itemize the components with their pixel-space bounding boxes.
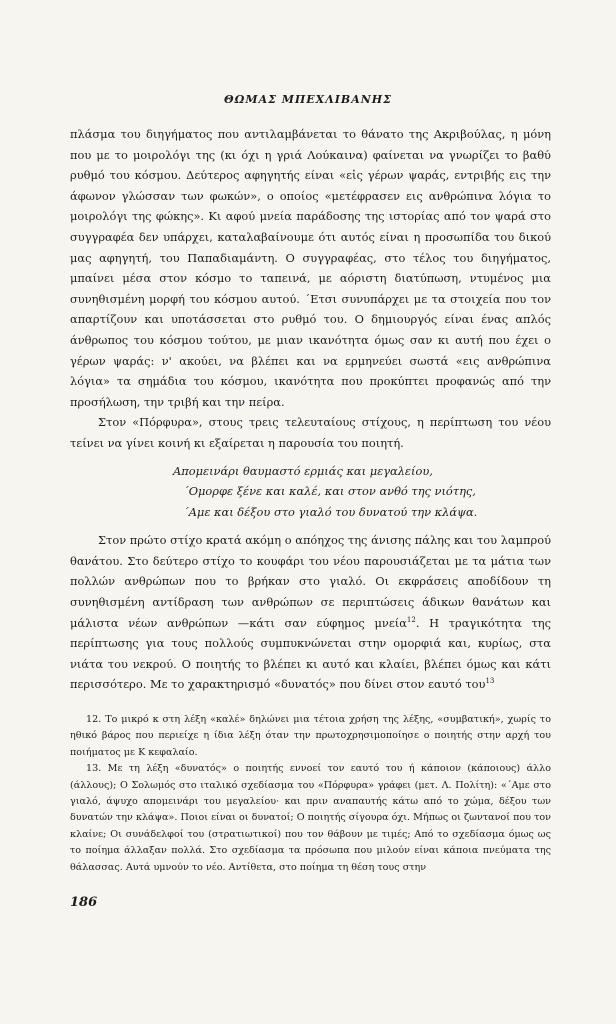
paragraph-2: Στον «Πόρφυρα», στους τρεις τελευταίους στίχους, η περίπτωση του νέου τείνει να γίνει κοινή κι εξαίρεται η παρουσία του ποιητή. [70, 415, 551, 450]
verse-line-2: ´Ομορφε ξένε και καλέ, και στον ανθό της νιότης, [183, 484, 476, 499]
footnote-13: 13. Με τη λέξη «δυνατός» ο ποιητής εννοεί τον εαυτό του ή κάποιον (κάποιους) άλλο (άλλους); Ο Σολωμός στο ιταλικό σχεδίασμα του «Πόρφυρα» γράφει (μετ. Λ. Πολίτη): «´Αμε στο γιαλό, άψυχο απομεινάρι του μεγαλείου· και πριν αναπαυτής κάτω από το χώμα, δέξου των δυνατών την κλάψα». Ποιοι είναι οι δυνατοί; Ο ποιητής σίγουρα όχι. Μήπως οι ζωντανοί που τον κλαίνε; Οι συνάδελφοί του (στρατιωτικοί) που τον θάβουν με τιμές; Από το σχεδίασμα όμως ως το ποίημα άλλαξαν πολλά. Στο σχεδίασμα τα πρόσωπα που μιλούν είναι κάποια πνεύματα της θάλασσας. Αυτά υμνούν το νέο. Αντίθετα, στο ποίημα τη θέση τους στην [70, 763, 551, 873]
footnotes [70, 712, 551, 876]
page-number: 186 [70, 895, 98, 910]
verse-quote [70, 461, 551, 523]
body-text [70, 124, 551, 695]
footnote-ref-13[interactable]: 13 [485, 677, 495, 686]
paragraph-3 [70, 530, 551, 695]
verse-line-1: Απομεινάρι θαυμαστό ερμιάς και μεγαλείου, [173, 463, 433, 478]
paragraph-3-continued: . Η τραγικότητα της περίπτωσης για τους πολλούς συμπυκνώνεται στην ομορφιά και, κυρίως, στα νιάτα του νεκρού. Ο ποιητής το βλέπει κι αυτό και κλαίει, βλέπει όμως και κάτι περισσότερο. Με το χαρακτηρισμό «δυνατός» που δίνει στον εαυτό του [70, 615, 551, 692]
running-header: ΘΩΜΑΣ ΜΠΕΧΛΙΒΑΝΗΣ [224, 93, 392, 106]
paragraph-1: πλάσμα του διηγήματος που αντιλαμβάνεται το θάνατο της Ακριβούλας, η μόνη που με το μοιρολόγι της (κι όχι η γριά Λούκαινα) φαίνεται να γνωρίζει το βαθύ ρυθμό του κόσμου. Δεύτερος αφηγητής είναι «εἰς γέρων ψαράς, εντριβής εις την άφωνον γλώσσαν των φωκών», ο οποίος «μετέφρασεν εις ανθρώπινα λόγια το μοιρολόγι της φώκης». Κι αφού μνεία παράδοσης της ιστορίας από τον ψαρά στο συγγραφέα δεν υπάρχει, καταλαβαίνουμε ότι αυτός είναι η προσωπίδα του δικού μας αφηγητή, του Παπαδιαμάντη. Ο συγγραφέας, στο τέλος του διηγήματος, μπαίνει μέσα στον κόσμο το ταπεινά, με αόριστη διατύπωση, ντυμένος μια συνηθισμένη μορφή του κόσμου αυτού. ´Ετσι συνυπάρχει με τα στοιχεία που τον απαρτίζουν και υποτάσσεται στο ρυθμό του. Ο δημιουργός είναι ένας απλός άνθρωπος του κόσμου τούτου, με μιαν ικανότητα όμως σαν κι αυτή που έχει ο γέρων ψαράς: ν' ακούει, να βλέπει και να ερμηνεύει σωστά «εις ανθρώπινα λόγια» τα σημάδια του κόσμου, ικανότητα που προκύπτει προφανώς από την προσήλωση, την τριβή και την πείρα. [70, 127, 551, 409]
footnote-ref-12[interactable]: 12 [406, 615, 416, 624]
paragraph-3-text: Στον πρώτο στίχο κρατά ακόμη ο απόηχος της άνισης πάλης και του λαμπρού θανάτου. Στο δεύτερο στίχο το κουφάρι του νέου παρουσιάζεται με τα μάτια των πολλών ανθρώπων που το βρήκαν στο γιαλό. Οι εκφράσεις αποδίδουν τη συνηθισμένη αντίδραση των ανθρώπων σε περιπτώσεις άδικων θανάτων και μάλιστα νέων ανθρώπων —κάτι σαν εύφημος μνεία [70, 533, 551, 630]
verse-line-3: ´Αμε και δέξου στο γιαλό του δυνατού την κλάψα. [183, 504, 478, 519]
footnote-12: 12. Το μικρό κ στη λέξη «καλέ» δηλώνει μια τέτοια χρήση της λέξης, «συμβατική», χωρίς το ηθικό βάρος που περιείχε η ίδια λέξη όταν την πρωτοχρησιμοποίησε ο ποιητής στην αρχή του ποιήματος με Κ κεφαλαίο. [70, 714, 551, 758]
